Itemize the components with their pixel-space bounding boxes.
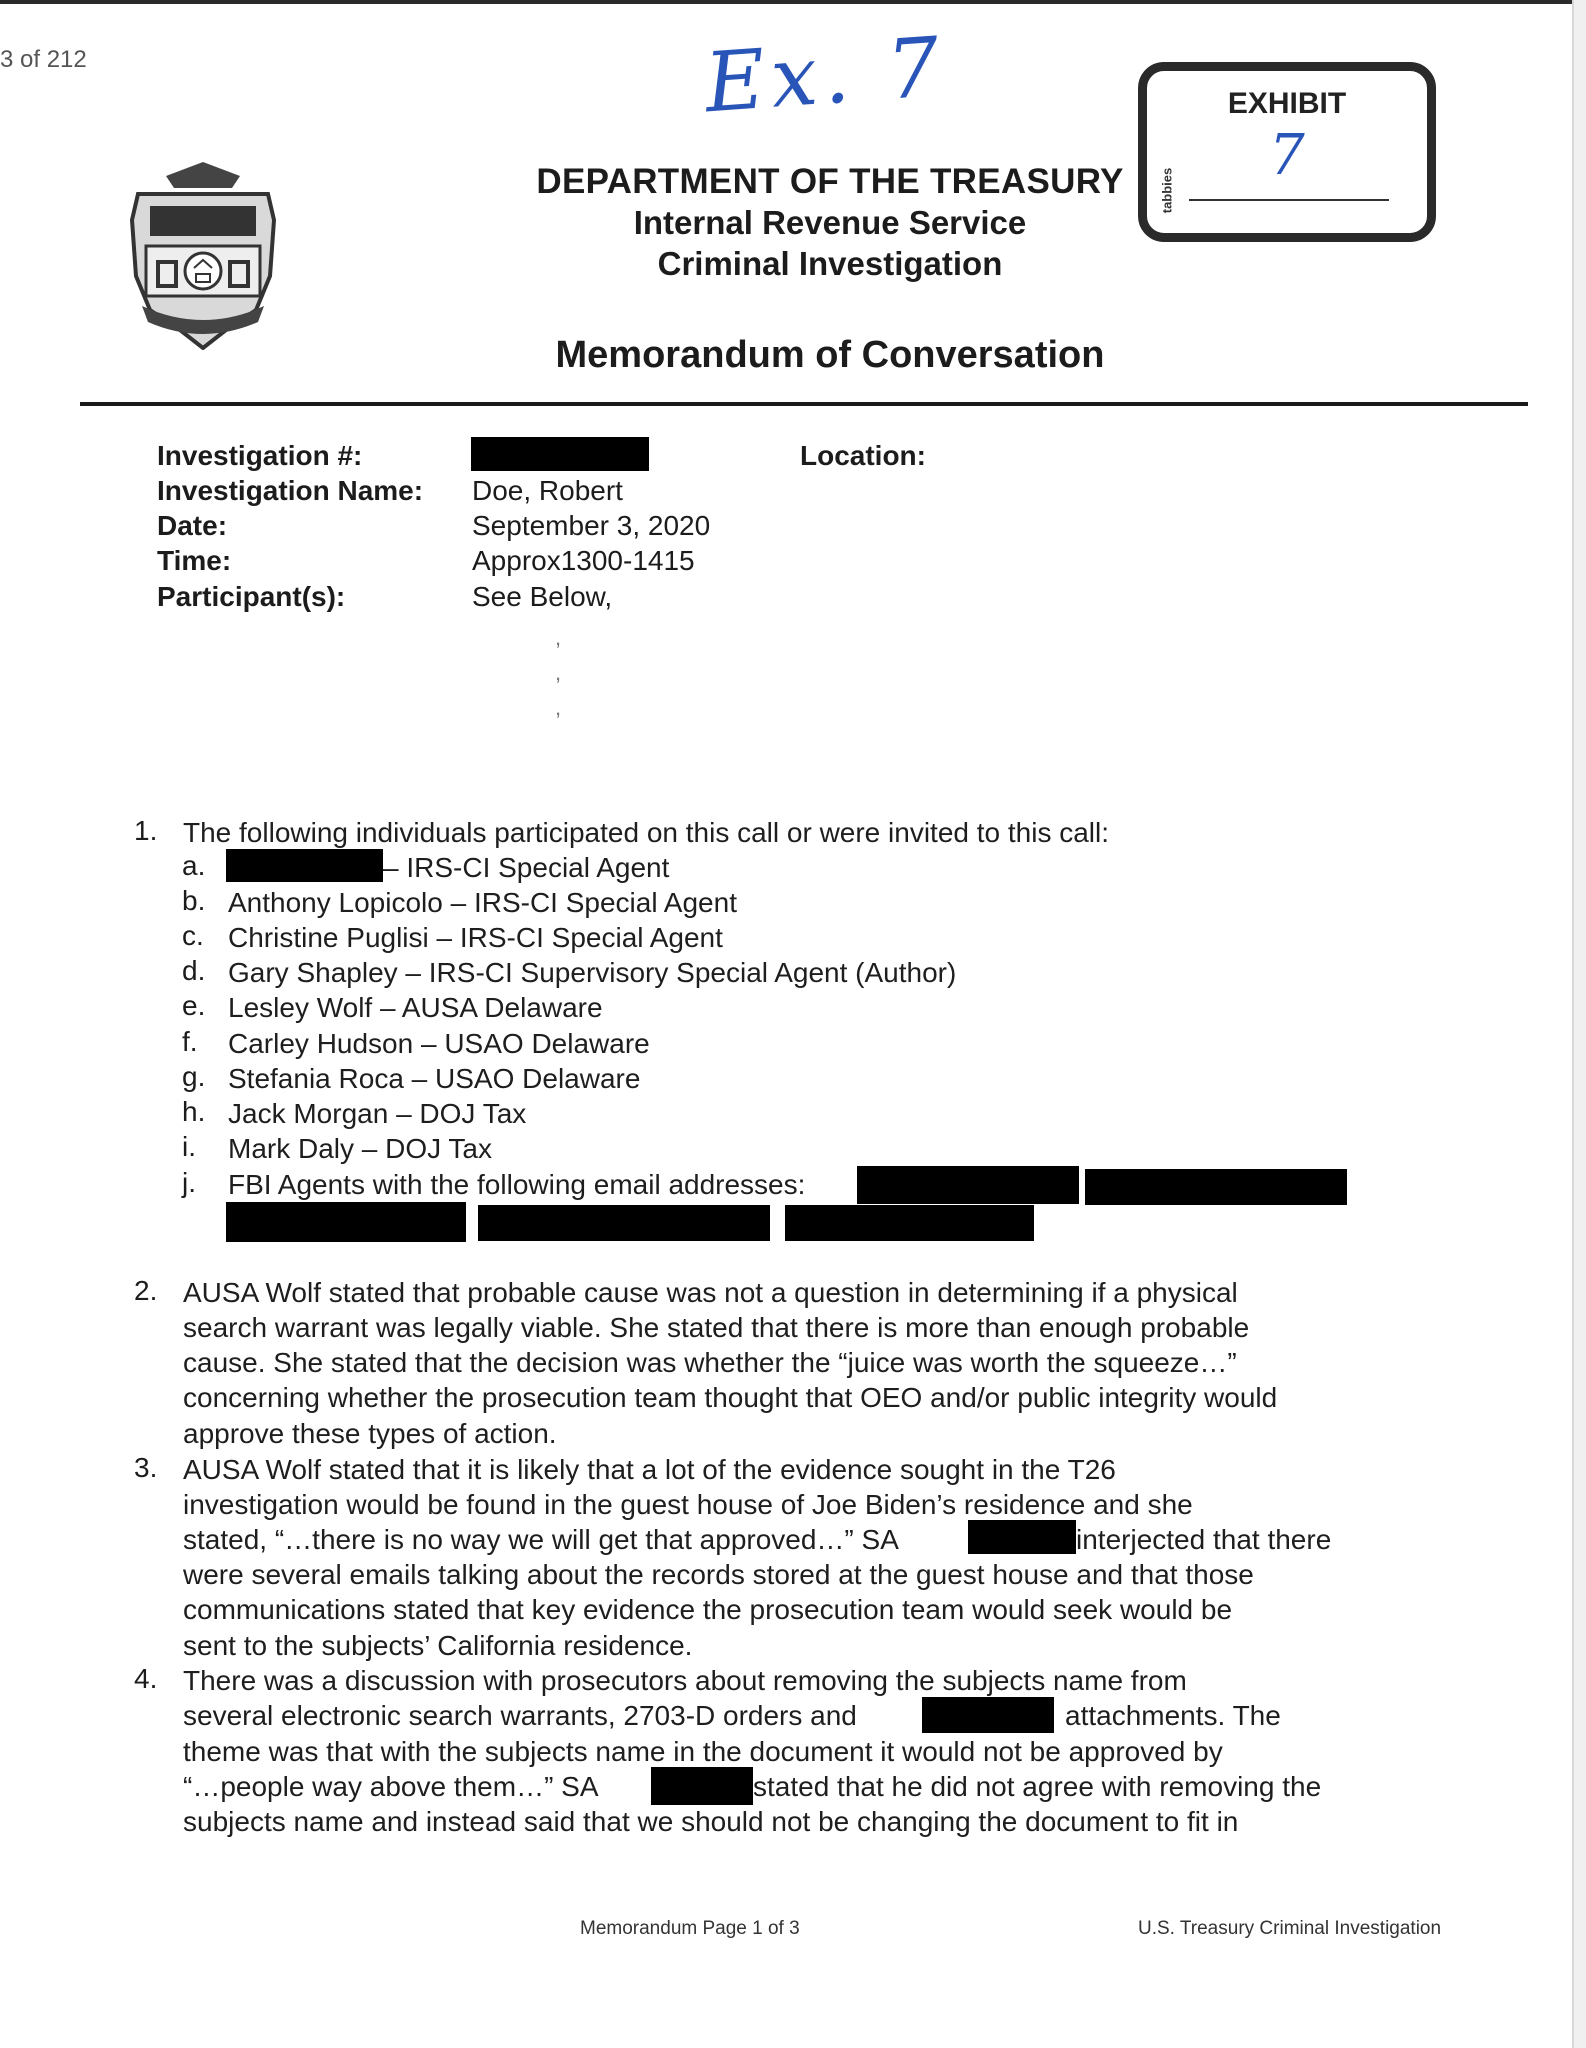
exhibit-number: 7 — [1269, 123, 1305, 188]
field-value-investigation-name: Doe, Robert — [472, 475, 623, 506]
paragraph-line: communications stated that key evidence the prosecution team would seek would be — [183, 1594, 1233, 1625]
list-letter: i. — [182, 1131, 196, 1162]
agency-heading: Internal Revenue Service — [633, 204, 1027, 241]
list-letter: d. — [182, 955, 206, 986]
redaction-investigation-number — [471, 437, 649, 471]
list-letter: g. — [182, 1061, 206, 1092]
paragraph-line: sent to the subjects’ California residence. — [183, 1630, 693, 1661]
paragraph-line: subjects name and instead said that we should not be changing the document to fit in — [183, 1806, 1239, 1837]
list-item: Stefania Roca – USAO Delaware — [228, 1063, 641, 1094]
redaction-email — [857, 1166, 1079, 1204]
exhibit-brand: tabbies — [1159, 167, 1175, 214]
item-number: 4. — [134, 1663, 158, 1694]
redaction-order-type — [922, 1697, 1054, 1733]
redaction-email — [785, 1205, 1034, 1241]
paragraph-line: There was a discussion with prosecutors about removing the subjects name from — [183, 1665, 1187, 1696]
paragraph-line: stated, “…there is no way we will get that approved…” SA — [183, 1524, 899, 1555]
paragraph-line: interjected that there — [1076, 1524, 1332, 1555]
department-heading: DEPARTMENT OF THE TREASURY — [536, 162, 1124, 201]
list-item: – IRS-CI Special Agent — [383, 852, 670, 883]
redaction-email — [226, 1202, 466, 1242]
division-heading: Criminal Investigation — [657, 245, 1003, 282]
list-letter: h. — [182, 1096, 206, 1127]
field-label-date: Date: — [157, 510, 228, 541]
list-letter: f. — [182, 1026, 198, 1057]
list-letter: b. — [182, 885, 206, 916]
field-label-investigation-name: Investigation Name: — [157, 475, 424, 506]
special-agent-badge-icon — [128, 158, 278, 350]
list-item: Anthony Lopicolo – IRS-CI Special Agent — [228, 887, 737, 918]
scrollbar-track[interactable] — [1572, 0, 1586, 2048]
redaction-agent-name — [651, 1767, 753, 1805]
paragraph-line: stated that he did not agree with removing the — [753, 1771, 1322, 1802]
scan-top-edge — [0, 0, 1586, 4]
footer-agency: U.S. Treasury Criminal Investigation — [1138, 1918, 1442, 1939]
memo-title: Memorandum of Conversation — [555, 334, 1105, 376]
header-divider — [80, 402, 1528, 406]
list-letter: c. — [182, 920, 204, 951]
paragraph-line: theme was that with the subjects name in the document it would not be approved by — [183, 1736, 1223, 1767]
paragraph-line: attachments. The — [1065, 1700, 1281, 1731]
list-item: Jack Morgan – DOJ Tax — [228, 1098, 527, 1129]
page-counter: 3 of 212 — [0, 46, 87, 73]
item-number: 1. — [134, 815, 158, 846]
field-value-time: Approx1300-1415 — [472, 545, 695, 576]
exhibit-title: EXHIBIT — [1227, 87, 1347, 120]
list-item: Carley Hudson – USAO Delaware — [228, 1028, 650, 1059]
paragraph-line: AUSA Wolf stated that it is likely that a lot of the evidence sought in the T26 — [183, 1454, 1116, 1485]
list-item: Mark Daly – DOJ Tax — [228, 1133, 492, 1164]
list-item: Lesley Wolf – AUSA Delaware — [228, 992, 603, 1023]
paragraph-line: investigation would be found in the guest house of Joe Biden’s residence and she — [183, 1489, 1193, 1520]
list-item: Christine Puglisi – IRS-CI Special Agent — [228, 922, 723, 953]
paragraph-line: were several emails talking about the records stored at the guest house and that those — [183, 1559, 1254, 1590]
paragraph-line: concerning whether the prosecution team thought that OEO and/or public integrity would — [183, 1382, 1278, 1413]
paragraph-line: several electronic search warrants, 2703-D orders and — [183, 1700, 857, 1731]
field-label-participants: Participant(s): — [157, 581, 346, 612]
footer-page-info: Memorandum Page 1 of 3 — [580, 1918, 800, 1939]
item-number: 3. — [134, 1452, 158, 1483]
paragraph-line: search warrant was legally viable. She stated that there is more than enough probable — [183, 1312, 1250, 1343]
list-item: Gary Shapley – IRS-CI Supervisory Special Agent (Author) — [228, 957, 957, 988]
list-letter: a. — [182, 850, 206, 881]
field-value-date: September 3, 2020 — [472, 510, 711, 541]
paragraph-line: “…people way above them…” SA — [183, 1771, 599, 1802]
list-letter: j. — [182, 1167, 196, 1198]
redaction-agent-name — [968, 1520, 1076, 1554]
redaction-email — [478, 1205, 770, 1241]
paragraph-line: cause. She stated that the decision was whether the “juice was worth the squeeze…” — [183, 1347, 1237, 1378]
field-label-time: Time: — [157, 545, 232, 576]
item-text: The following individuals participated on this call or were invited to this call: — [183, 817, 1110, 848]
stray-mark: , — [555, 625, 562, 650]
field-label-location: Location: — [800, 440, 926, 471]
paragraph-line: approve these types of action. — [183, 1418, 557, 1449]
list-letter: e. — [182, 990, 206, 1021]
redaction-email — [1085, 1169, 1347, 1205]
field-label-investigation-number: Investigation #: — [157, 440, 363, 471]
handwritten-exhibit-label: Ex. 7 — [701, 19, 949, 132]
item-number: 2. — [134, 1275, 158, 1306]
stray-mark: , — [555, 695, 562, 720]
paragraph-line: AUSA Wolf stated that probable cause was not a question in determining if a physical — [183, 1277, 1238, 1308]
field-value-participants: See Below, — [472, 581, 613, 612]
exhibit-sticker — [1138, 62, 1436, 242]
redaction-agent-name — [226, 849, 383, 882]
list-item: FBI Agents with the following email addresses: — [228, 1169, 806, 1200]
stray-mark: , — [555, 660, 562, 685]
exhibit-underline — [1189, 199, 1389, 201]
